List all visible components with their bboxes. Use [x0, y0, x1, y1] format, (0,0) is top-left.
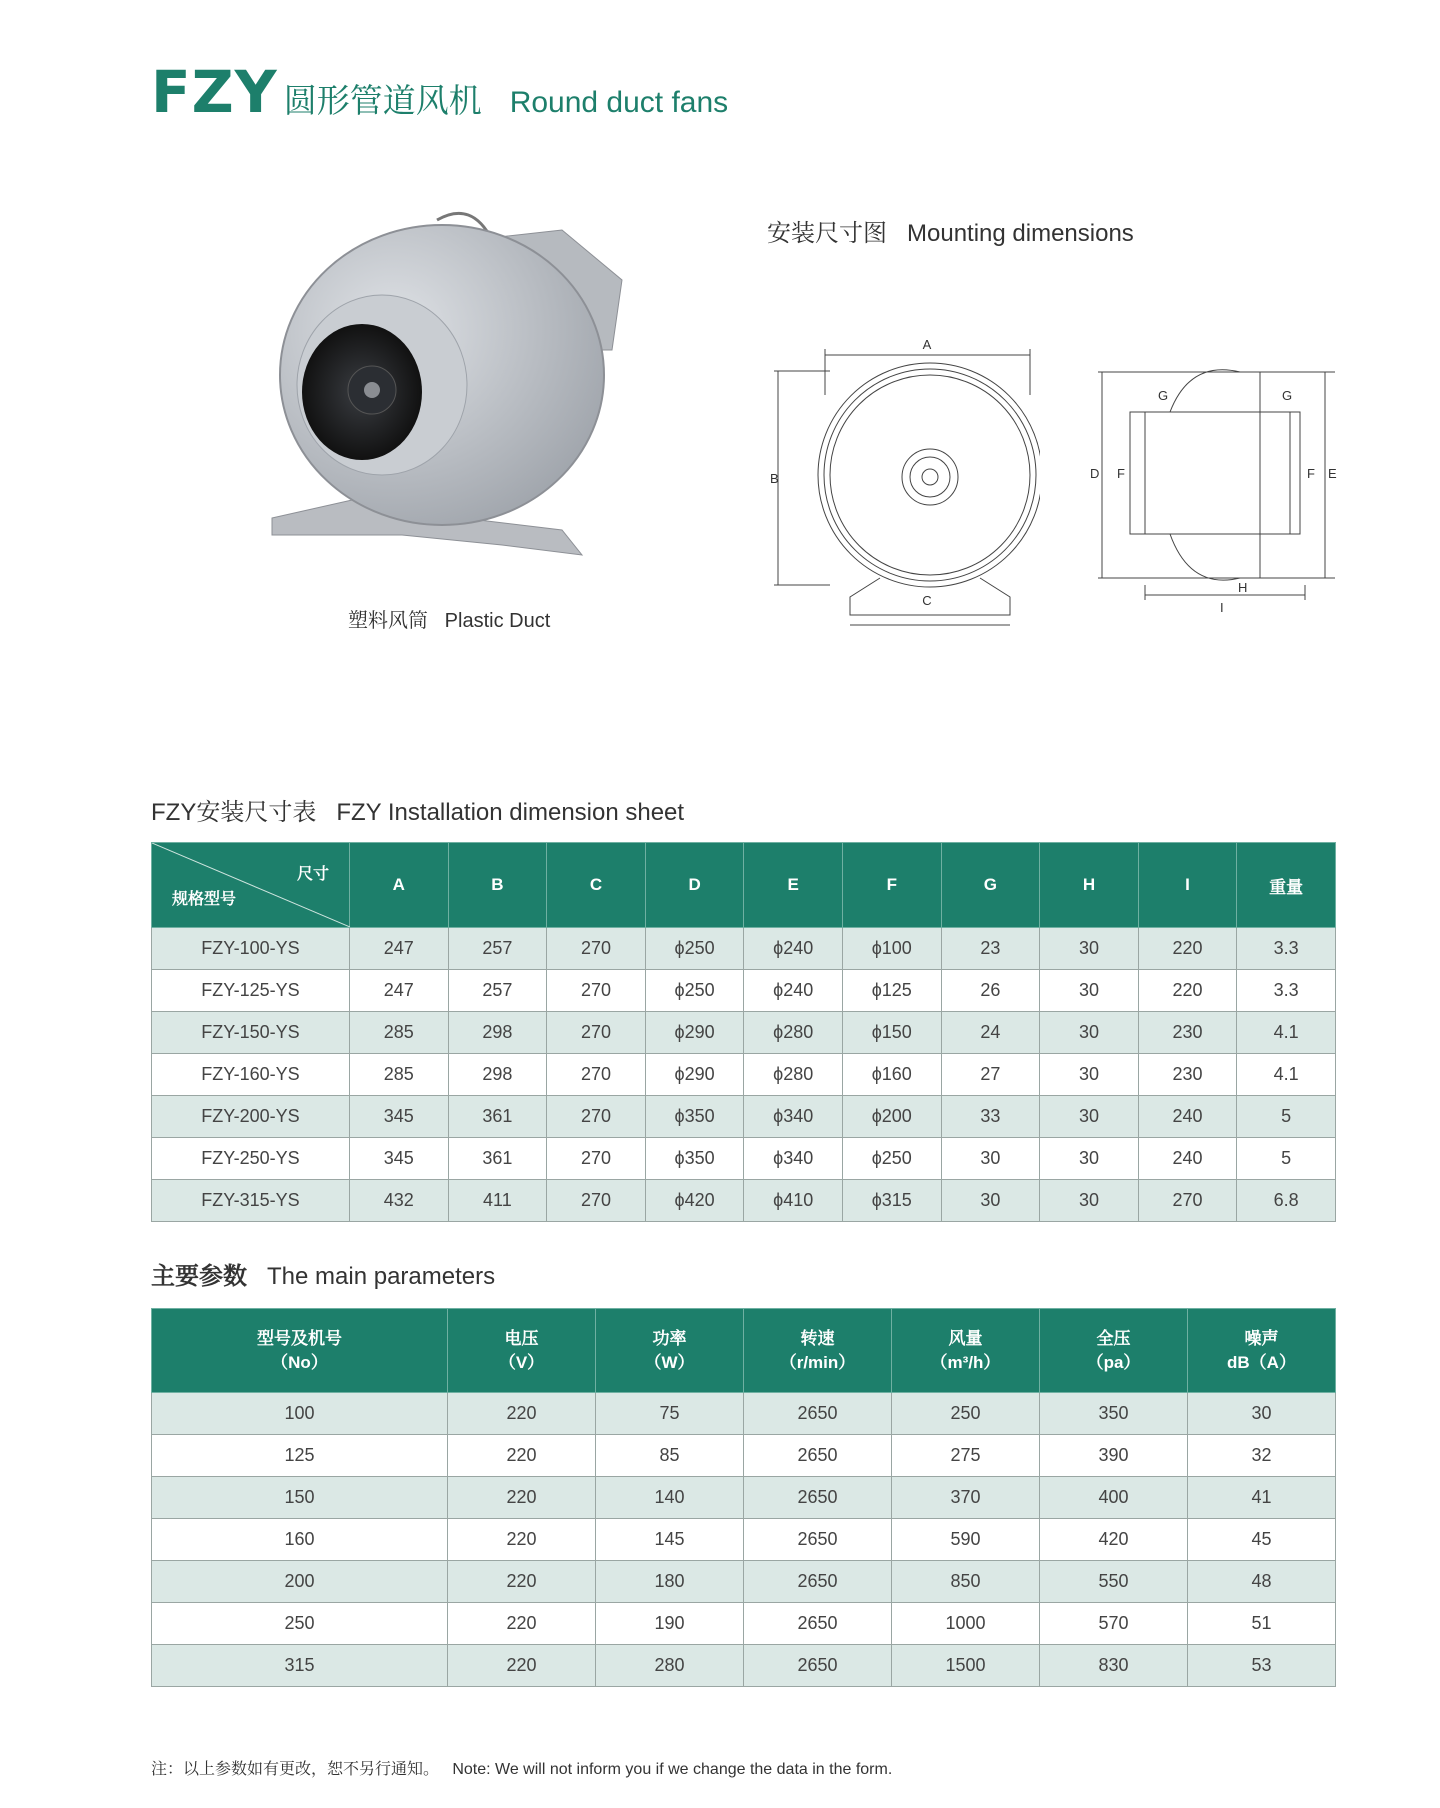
- table-cell: ϕ240: [744, 970, 843, 1012]
- column-header: [152, 1309, 448, 1393]
- table-row: [152, 1561, 1336, 1603]
- table-cell: 830: [1040, 1645, 1188, 1687]
- table-cell: ϕ240: [744, 928, 843, 970]
- table-cell: 257: [448, 928, 547, 970]
- label-c: C: [922, 593, 932, 608]
- table-cell: 250: [152, 1603, 448, 1645]
- column-header: [744, 1309, 892, 1393]
- table-cell: ϕ150: [842, 1012, 941, 1054]
- table-cell: 30: [941, 1180, 1040, 1222]
- corner-top-label: 尺寸: [296, 866, 329, 883]
- column-header-cn: 功率: [652, 1328, 687, 1348]
- footnote: 注：以上参数如有更改，恕不另行通知。 Note: We will not inform you if we change the data in the form.: [151, 1761, 893, 1778]
- table-row: [152, 1180, 1336, 1222]
- table-cell: 315: [152, 1645, 448, 1687]
- table-cell: 2650: [744, 1435, 892, 1477]
- table-cell: 4.1: [1237, 1054, 1336, 1096]
- column-header-cn: 电压: [504, 1328, 539, 1348]
- table-cell: 420: [1040, 1519, 1188, 1561]
- table-cell: 145: [596, 1519, 744, 1561]
- column-header-unit: （W）: [644, 1352, 695, 1372]
- table-row: [152, 1054, 1336, 1096]
- table-cell: ϕ100: [842, 928, 941, 970]
- table-cell: 250: [892, 1393, 1040, 1435]
- table-cell: 2650: [744, 1603, 892, 1645]
- table-cell: ϕ340: [744, 1138, 843, 1180]
- table-cell: ϕ420: [645, 1180, 744, 1222]
- table-cell: 345: [350, 1138, 449, 1180]
- model-cell: FZY-250-YS: [152, 1138, 350, 1180]
- table-row: [152, 1393, 1336, 1435]
- table-cell: 220: [1138, 970, 1237, 1012]
- column-header-unit: （m³/h）: [930, 1352, 1001, 1372]
- table-row: [152, 970, 1336, 1012]
- table-cell: 45: [1188, 1519, 1336, 1561]
- table-cell: 30: [1040, 1096, 1139, 1138]
- table-cell: 411: [448, 1180, 547, 1222]
- column-header: F: [842, 843, 941, 928]
- table-cell: ϕ250: [645, 928, 744, 970]
- column-header: H: [1040, 843, 1139, 928]
- table-cell: ϕ200: [842, 1096, 941, 1138]
- table-cell: 220: [448, 1477, 596, 1519]
- column-header-cn: 全压: [1096, 1328, 1131, 1348]
- table-cell: 150: [152, 1477, 448, 1519]
- table-cell: 275: [892, 1435, 1040, 1477]
- title-cn: 圆形管道风机: [283, 82, 482, 119]
- table-cell: 200: [152, 1561, 448, 1603]
- table-cell: 570: [1040, 1603, 1188, 1645]
- dimension-table: [151, 842, 1336, 1222]
- column-header: [892, 1309, 1040, 1393]
- table-cell: 100: [152, 1393, 448, 1435]
- table-cell: 160: [152, 1519, 448, 1561]
- column-header: D: [645, 843, 744, 928]
- table-cell: 230: [1138, 1054, 1237, 1096]
- table-cell: 32: [1188, 1435, 1336, 1477]
- table-cell: 2650: [744, 1645, 892, 1687]
- table-row: [152, 928, 1336, 970]
- front-view-drawing: [770, 335, 1040, 630]
- table-cell: 190: [596, 1603, 744, 1645]
- label-e: E: [1328, 466, 1337, 481]
- table-cell: 220: [448, 1645, 596, 1687]
- label-g-left: G: [1158, 388, 1169, 403]
- table-row: [152, 1519, 1336, 1561]
- model-cell: FZY-200-YS: [152, 1096, 350, 1138]
- table-cell: 5: [1237, 1096, 1336, 1138]
- table-cell: 270: [547, 1138, 646, 1180]
- model-cell: FZY-160-YS: [152, 1054, 350, 1096]
- table-cell: 285: [350, 1054, 449, 1096]
- table-cell: 4.1: [1237, 1012, 1336, 1054]
- table-cell: 220: [448, 1603, 596, 1645]
- column-header-unit: （pa）: [1086, 1352, 1141, 1372]
- table-cell: 140: [596, 1477, 744, 1519]
- table-cell: ϕ250: [645, 970, 744, 1012]
- table-cell: 220: [1138, 928, 1237, 970]
- table-cell: 270: [547, 1096, 646, 1138]
- table-cell: ϕ160: [842, 1054, 941, 1096]
- parameters-table-body: [152, 1393, 1336, 1687]
- table-cell: 30: [1040, 970, 1139, 1012]
- table-cell: 6.8: [1237, 1180, 1336, 1222]
- table-cell: 240: [1138, 1096, 1237, 1138]
- table-cell: 257: [448, 970, 547, 1012]
- table-cell: 48: [1188, 1561, 1336, 1603]
- table-cell: 240: [1138, 1138, 1237, 1180]
- table-cell: 2650: [744, 1519, 892, 1561]
- table-cell: 247: [350, 928, 449, 970]
- corner-bottom-label: 规格型号: [172, 891, 237, 908]
- model-cell: FZY-150-YS: [152, 1012, 350, 1054]
- main-parameters-title-cn: 主要参数: [151, 1263, 247, 1290]
- table-row: [152, 1096, 1336, 1138]
- table-cell: 75: [596, 1393, 744, 1435]
- table-cell: ϕ280: [744, 1012, 843, 1054]
- dimension-table-body: [152, 928, 1336, 1222]
- main-parameters-title-en: The main parameters: [267, 1263, 496, 1290]
- table-cell: 30: [1040, 1012, 1139, 1054]
- corner-diagonal: [152, 843, 350, 927]
- table-cell: 345: [350, 1096, 449, 1138]
- column-header: C: [547, 843, 646, 928]
- table-cell: 30: [1040, 1138, 1139, 1180]
- table-cell: 550: [1040, 1561, 1188, 1603]
- table-cell: 125: [152, 1435, 448, 1477]
- table-cell: 24: [941, 1012, 1040, 1054]
- column-header: [1040, 1309, 1188, 1393]
- page-title: [151, 58, 728, 128]
- table-cell: 220: [448, 1435, 596, 1477]
- label-g-right: G: [1282, 388, 1293, 403]
- title-code: FZY: [151, 58, 278, 126]
- dimension-sheet-title: FZY安装尺寸表 FZY Installation dimension sheet: [151, 799, 685, 826]
- table-cell: 400: [1040, 1477, 1188, 1519]
- table-cell: 23: [941, 928, 1040, 970]
- table-cell: 270: [547, 1012, 646, 1054]
- dimension-table-header: [152, 843, 1336, 928]
- table-cell: 3.3: [1237, 970, 1336, 1012]
- table-cell: 590: [892, 1519, 1040, 1561]
- table-cell: 30: [1188, 1393, 1336, 1435]
- label-a: A: [922, 337, 932, 352]
- column-header-unit: （No）: [271, 1352, 328, 1372]
- column-header: E: [744, 843, 843, 928]
- label-f-right: F: [1307, 466, 1315, 481]
- column-header: G: [941, 843, 1040, 928]
- column-header: [596, 1309, 744, 1393]
- label-h: H: [1238, 580, 1248, 595]
- fan-product-image: [262, 200, 632, 570]
- label-f-left: F: [1117, 466, 1125, 481]
- table-cell: 2650: [744, 1393, 892, 1435]
- title-en: Round duct fans: [509, 86, 729, 119]
- table-cell: 26: [941, 970, 1040, 1012]
- table-cell: 361: [448, 1138, 547, 1180]
- column-header-cn: 噪声: [1244, 1328, 1279, 1348]
- main-parameters-title: [151, 1256, 495, 1291]
- table-cell: 1000: [892, 1603, 1040, 1645]
- table-cell: 5: [1237, 1138, 1336, 1180]
- table-cell: 350: [1040, 1393, 1188, 1435]
- table-cell: 220: [448, 1561, 596, 1603]
- table-row: [152, 1435, 1336, 1477]
- table-cell: 298: [448, 1054, 547, 1096]
- side-view-drawing: [1090, 360, 1340, 630]
- table-cell: 30: [1040, 1180, 1139, 1222]
- column-header: 重量: [1237, 843, 1336, 928]
- table-cell: 247: [350, 970, 449, 1012]
- table-cell: 85: [596, 1435, 744, 1477]
- table-cell: 53: [1188, 1645, 1336, 1687]
- table-cell: 270: [547, 1054, 646, 1096]
- table-row: [152, 1477, 1336, 1519]
- table-cell: 285: [350, 1012, 449, 1054]
- table-cell: 370: [892, 1477, 1040, 1519]
- table-row: [152, 1012, 1336, 1054]
- table-cell: ϕ315: [842, 1180, 941, 1222]
- table-row: [152, 1603, 1336, 1645]
- table-cell: ϕ350: [645, 1096, 744, 1138]
- table-cell: 270: [547, 928, 646, 970]
- table-cell: 220: [448, 1393, 596, 1435]
- column-header: B: [448, 843, 547, 928]
- table-cell: 2650: [744, 1561, 892, 1603]
- table-cell: 270: [1138, 1180, 1237, 1222]
- table-cell: 3.3: [1237, 928, 1336, 970]
- photo-caption: 塑料风筒 Plastic Duct: [348, 610, 551, 632]
- column-header: A: [350, 843, 449, 928]
- model-cell: FZY-125-YS: [152, 970, 350, 1012]
- table-cell: 361: [448, 1096, 547, 1138]
- table-cell: 298: [448, 1012, 547, 1054]
- table-cell: 2650: [744, 1477, 892, 1519]
- column-header-cn: 型号及机号: [257, 1328, 342, 1348]
- table-cell: 41: [1188, 1477, 1336, 1519]
- table-cell: 220: [448, 1519, 596, 1561]
- table-cell: 432: [350, 1180, 449, 1222]
- column-header: [448, 1309, 596, 1393]
- column-header-cn: 转速: [800, 1328, 835, 1348]
- column-header: I: [1138, 843, 1237, 928]
- table-cell: ϕ125: [842, 970, 941, 1012]
- table-cell: 33: [941, 1096, 1040, 1138]
- table-cell: 30: [1040, 1054, 1139, 1096]
- label-b: B: [770, 471, 779, 486]
- table-cell: ϕ340: [744, 1096, 843, 1138]
- parameters-table: [151, 1308, 1336, 1687]
- table-row: [152, 1645, 1336, 1687]
- label-d: D: [1090, 466, 1100, 481]
- column-header-unit: （V）: [498, 1352, 545, 1372]
- table-cell: ϕ290: [645, 1012, 744, 1054]
- table-cell: 390: [1040, 1435, 1188, 1477]
- column-header-unit: （r/min）: [779, 1352, 856, 1372]
- table-cell: 1500: [892, 1645, 1040, 1687]
- table-cell: ϕ350: [645, 1138, 744, 1180]
- table-cell: 230: [1138, 1012, 1237, 1054]
- table-cell: 51: [1188, 1603, 1336, 1645]
- table-row: [152, 1138, 1336, 1180]
- column-header-unit: dB（A）: [1227, 1352, 1296, 1372]
- table-cell: 280: [596, 1645, 744, 1687]
- table-cell: 27: [941, 1054, 1040, 1096]
- table-cell: 270: [547, 1180, 646, 1222]
- table-cell: 180: [596, 1561, 744, 1603]
- table-cell: ϕ290: [645, 1054, 744, 1096]
- table-cell: 30: [941, 1138, 1040, 1180]
- model-cell: FZY-100-YS: [152, 928, 350, 970]
- table-cell: 850: [892, 1561, 1040, 1603]
- column-header-cn: 风量: [948, 1328, 983, 1348]
- table-cell: 270: [547, 970, 646, 1012]
- label-i: I: [1220, 600, 1224, 615]
- table-cell: ϕ410: [744, 1180, 843, 1222]
- column-header: [1188, 1309, 1336, 1393]
- dimension-table-corner: [152, 843, 350, 928]
- parameters-table-header: [152, 1309, 1336, 1393]
- model-cell: FZY-315-YS: [152, 1180, 350, 1222]
- table-cell: ϕ280: [744, 1054, 843, 1096]
- mounting-title: 安装尺寸图 Mounting dimensions: [767, 220, 1134, 247]
- table-cell: 30: [1040, 928, 1139, 970]
- table-cell: ϕ250: [842, 1138, 941, 1180]
